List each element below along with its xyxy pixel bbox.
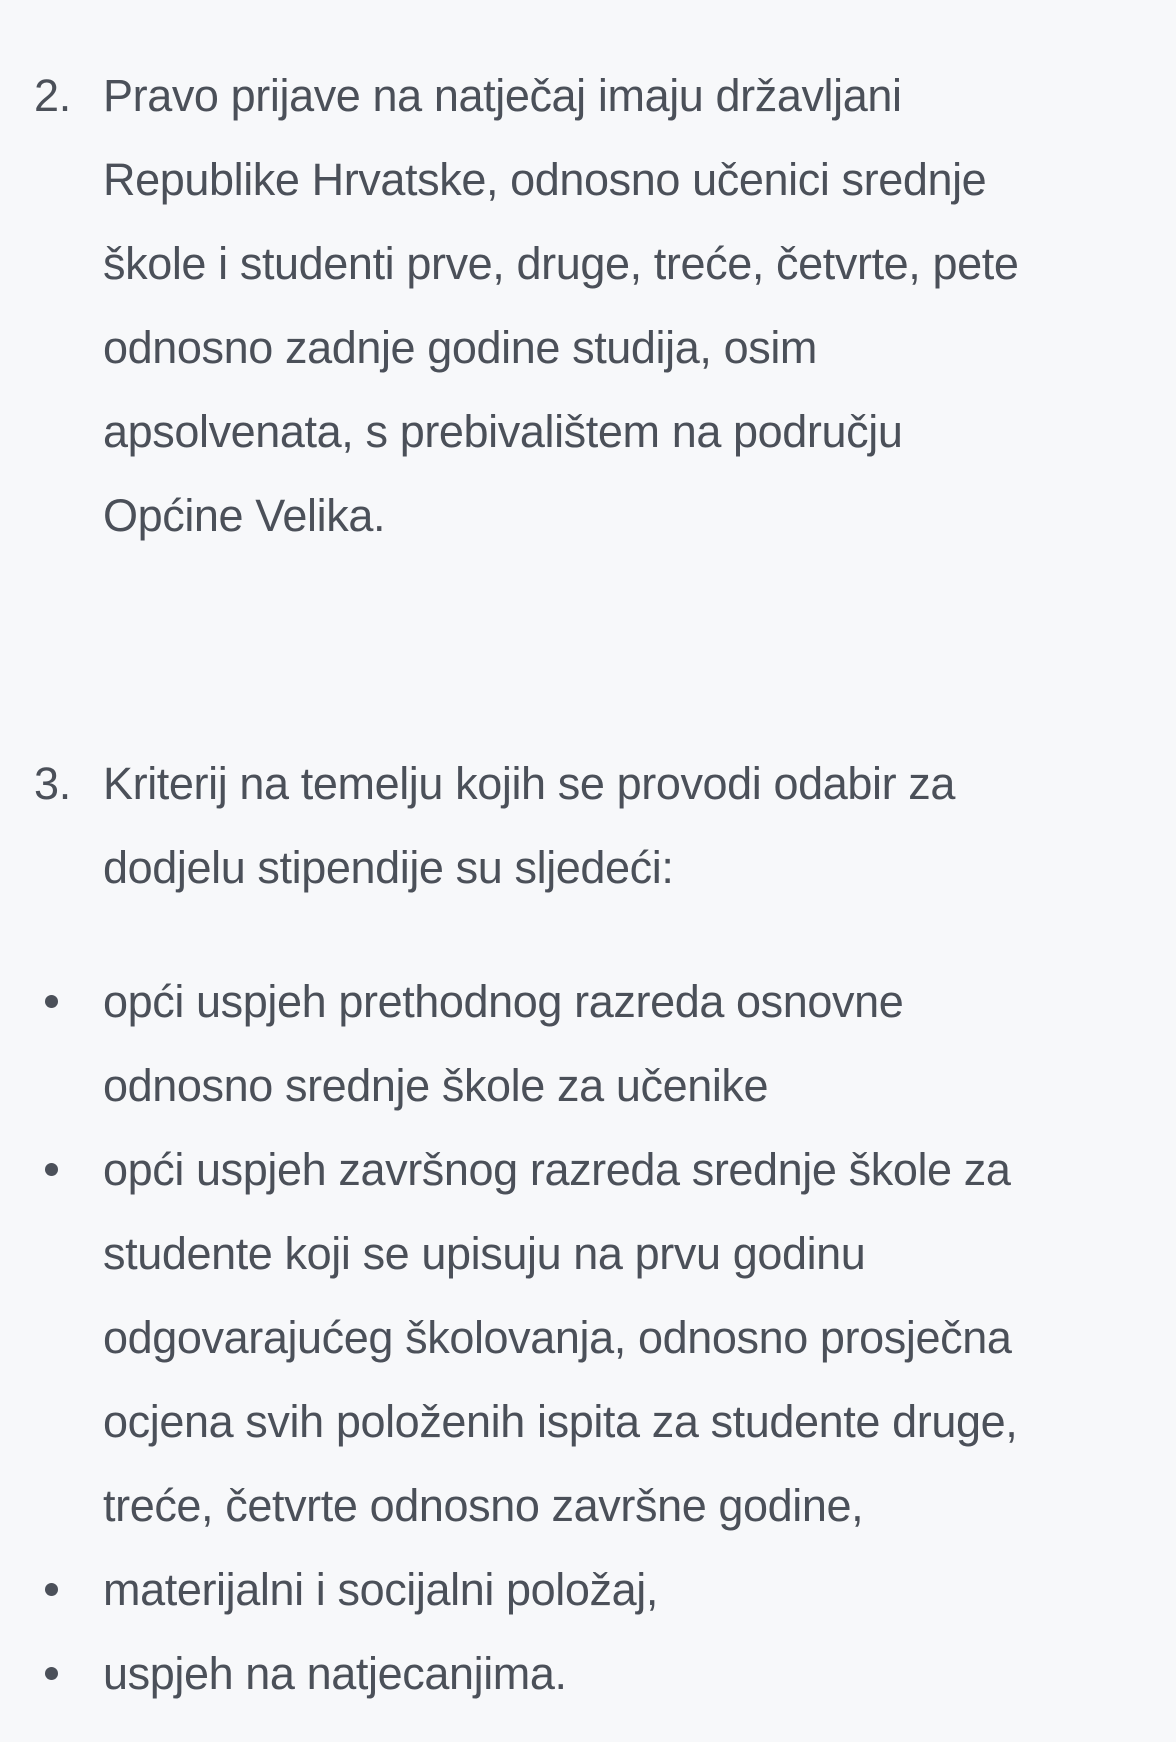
bullet-list-item: [0, 1632, 1176, 1716]
text-line: ocjena svih položenih ispita za studente druge,: [103, 1396, 1018, 1447]
text-line: odgovarajućeg školovanja, odnosno prosječna: [103, 1312, 1012, 1363]
bullet-icon: [45, 1583, 58, 1596]
text-line: Općine Velika.: [103, 490, 386, 541]
text-line: opći uspjeh završnog razreda srednje škole za: [103, 1144, 1011, 1195]
item-number: 3.: [34, 758, 71, 809]
text-line: dodjelu stipendije su sljedeći:: [103, 842, 674, 893]
text-line: Kriterij na temelju kojih se provodi odabir za: [103, 758, 956, 809]
text-line: škole i studenti prve, druge, treće, četvrte, pete: [103, 238, 1019, 289]
text-line: opći uspjeh prethodnog razreda osnovne: [103, 976, 904, 1027]
item-number: 2.: [34, 70, 71, 121]
text-line: uspjeh na natjecanjima.: [103, 1648, 567, 1699]
text-line: Pravo prijave na natječaj imaju državljani: [103, 70, 902, 121]
bullet-list-item: [0, 1128, 1176, 1548]
text-line: studente koji se upisuju na prvu godinu: [103, 1228, 866, 1279]
item-text: [103, 54, 1169, 558]
bullet-list-item: [0, 1548, 1176, 1632]
bullet-icon: [45, 1667, 58, 1680]
text-line: treće, četvrte odnosno završne godine,: [103, 1480, 864, 1531]
bullet-list-item: [0, 960, 1176, 1128]
bullet-icon: [45, 995, 58, 1008]
text-line: materijalni i socijalni položaj,: [103, 1564, 658, 1615]
text-line: odnosno zadnje godine studija, osim: [103, 322, 817, 373]
bullet-icon: [45, 1163, 58, 1176]
criteria-bullet-list: [0, 960, 1176, 1716]
text-line: apsolvenata, s prebivalištem na području: [103, 406, 903, 457]
text-line: odnosno srednje škole za učenike: [103, 1060, 769, 1111]
text-line: Republike Hrvatske, odnosno učenici srednje: [103, 154, 987, 205]
item-text: [103, 742, 1169, 910]
